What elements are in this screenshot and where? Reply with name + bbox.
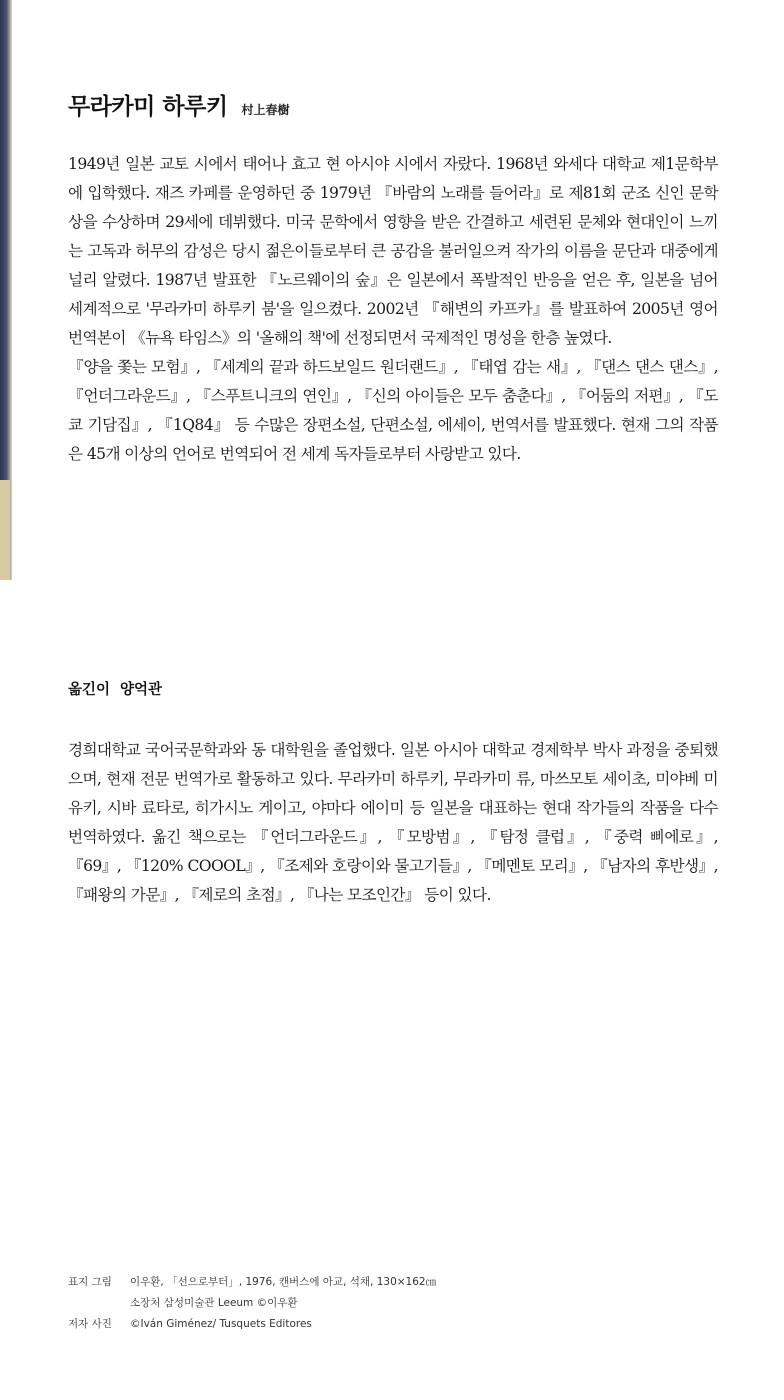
photo-credit-label: 저자 사진: [68, 1318, 112, 1330]
image-credits: [68, 1272, 436, 1335]
author-bio: [68, 150, 718, 469]
photo-credit-text: ©Iván Giménez/ Tusquets Editores: [130, 1318, 312, 1330]
cover-credit-label: 표지 그림: [68, 1276, 112, 1288]
author-name: 무라카미 하루키: [68, 94, 228, 120]
collection-credit: [68, 1293, 436, 1314]
cover-credit-text: 이우환, 「선으로부터」, 1976, 캔버스에 아교, 석채, 130×162㎝: [130, 1276, 437, 1288]
collection-credit-text: 소장처 삼성미술관 Leeum ©이우환: [130, 1297, 298, 1309]
cover-credit: [68, 1272, 436, 1293]
translator-name: 양억관: [120, 682, 163, 698]
author-hanja: 村上春樹: [241, 103, 290, 117]
author-bio-paragraph-1: 1949년 일본 교토 시에서 태어나 효고 현 아시야 시에서 자랐다. 1968년 와세다 대학교 제1문학부에 입학했다. 재즈 카페를 운영하던 중 1979년 『바람의 노래를 들어라』로 제81회 군조 신인 문학상을 수상하며 29세에 데뷔했다. 미국 문학에서 영향을 받은 간결하고 세련된 문체와 현대인이 느끼는 고독과 허무의 감성은 당시 젊은이들로부터 큰 공감을 불러일으켜 작가의 이름을 문단과 대중에게 널리 알렸다. 1987년 발표한 『노르웨이의 숲』은 일본에서 폭발적인 반응을 얻은 후, 일본을 넘어 세계적으로 '무라카미 하루키 붐'을 일으켰다. 2002년 『해변의 카프카』를 발표하여 2005년 영어 번역본이 《뉴욕 타임스》의 '올해의 책'에 선정되면서 국제적인 명성을 한층 높였다.: [68, 155, 718, 347]
translator-label: 옮긴이: [68, 682, 111, 698]
photo-credit: [68, 1314, 436, 1335]
author-bio-paragraph-2: 『양을 쫓는 모험』, 『세계의 끝과 하드보일드 원더랜드』, 『태엽 감는 새』, 『댄스 댄스 댄스』, 『언더그라운드』, 『스푸트니크의 연인』, 『신의 아이들은 모두 춤춘다』, 『어둠의 저편』, 『도쿄 기담집』, 『1Q84』 등 수많은 장편소설, 단편소설, 에세이, 번역서를 발표했다. 현재 그의 작품은 45개 이상의 언어로 번역되어 전 세계 독자들로부터 사랑받고 있다.: [68, 358, 718, 463]
translator-bio: 경희대학교 국어국문학과와 동 대학원을 졸업했다. 일본 아시아 대학교 경제학부 박사 과정을 중퇴했으며, 현재 전문 번역가로 활동하고 있다. 무라카미 하루키, 무라카미 류, 마쓰모토 세이초, 미야베 미유키, 시바 료타로, 히가시노 게이고, 야마다 에이미 등 일본을 대표하는 현대 작가들의 작품을 다수 번역하였다. 옮긴 책으로는 『언더그라운드』, 『모방범』, 『탐정 클럽』, 『중력 삐에로』, 『69』, 『120% COOOL』, 『조제와 호랑이와 물고기들』, 『메멘토 모리』, 『남자의 후반생』, 『패왕의 가문』, 『제로의 초점』, 『나는 모조인간』 등이 있다.: [68, 741, 718, 904]
translator-heading: [68, 678, 162, 699]
book-spine-mark: [0, 480, 10, 580]
author-heading: [68, 88, 290, 121]
